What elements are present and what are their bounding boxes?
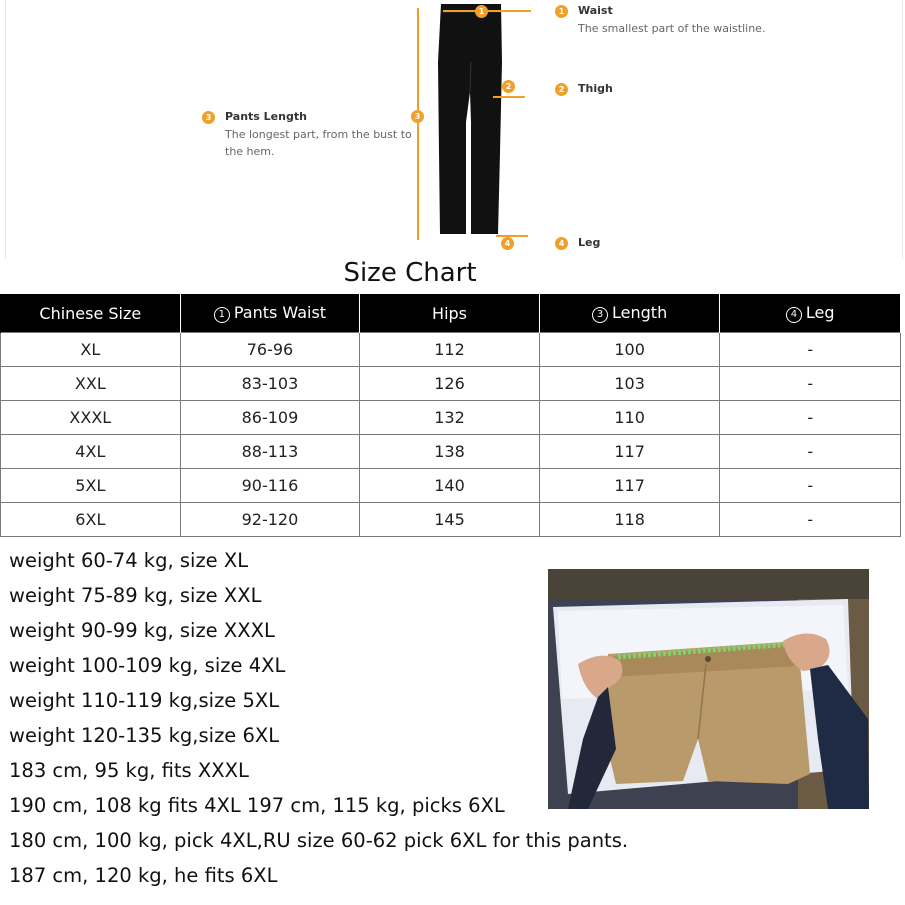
marker-4-badge: 4 — [501, 237, 514, 250]
cell-length: 118 — [539, 503, 720, 537]
cell-leg: - — [720, 503, 901, 537]
cell-size: XXXL — [1, 401, 181, 435]
thigh-measure-line — [493, 96, 525, 98]
cell-hips: 132 — [360, 401, 540, 435]
table-row — [1, 503, 901, 537]
cell-waist: 83-103 — [180, 367, 360, 401]
cell-length: 103 — [539, 367, 720, 401]
fit-note: weight 60-74 kg, size XL — [9, 549, 249, 572]
waist-title: Waist — [578, 4, 613, 17]
cell-size: XXL — [1, 367, 181, 401]
table-header-row — [1, 294, 901, 333]
leg-title: Leg — [578, 236, 601, 249]
cell-size: 6XL — [1, 503, 181, 537]
circled-number-4-icon: 4 — [786, 307, 802, 323]
header-length: 3 Length — [539, 294, 720, 333]
header-pants-waist: 1 Pants Waist — [180, 294, 360, 333]
waist-description: The smallest part of the waistline. — [578, 22, 766, 35]
cell-length: 110 — [539, 401, 720, 435]
cell-leg: - — [720, 333, 901, 367]
cell-leg: - — [720, 401, 901, 435]
pants-length-title: Pants Length — [225, 110, 307, 123]
cell-waist: 86-109 — [180, 401, 360, 435]
fit-note: 180 cm, 100 kg, pick 4XL,RU size 60-62 pick 6XL for this pants. — [9, 829, 629, 852]
marker-3-badge: 3 — [411, 110, 424, 123]
fit-note: weight 75-89 kg, size XXL — [9, 584, 262, 607]
circled-number-3-icon: 3 — [592, 307, 608, 323]
pants-length-desc-line2: the hem. — [225, 145, 275, 158]
cell-hips: 140 — [360, 469, 540, 503]
cell-hips: 138 — [360, 435, 540, 469]
header-hips: Hips — [360, 294, 540, 333]
table-row — [1, 435, 901, 469]
pants-silhouette-image — [436, 2, 506, 238]
table-row — [1, 469, 901, 503]
leg-measure-line — [496, 235, 528, 237]
cell-length: 117 — [539, 435, 720, 469]
table-row — [1, 333, 901, 367]
fit-note: weight 110-119 kg,size 5XL — [9, 689, 280, 712]
cell-hips: 126 — [360, 367, 540, 401]
table-row — [1, 401, 901, 435]
fit-note: 187 cm, 120 kg, he fits 6XL — [9, 864, 278, 887]
fit-note: weight 120-135 kg,size 6XL — [9, 724, 280, 747]
table-row — [1, 367, 901, 401]
fit-notes — [9, 545, 628, 895]
cell-leg: - — [720, 367, 901, 401]
length-measure-line — [417, 8, 419, 240]
cell-waist: 90-116 — [180, 469, 360, 503]
cell-hips: 112 — [360, 333, 540, 367]
thigh-number-badge: 2 — [555, 83, 568, 96]
pants-length-desc-line1: The longest part, from the bust to — [225, 128, 412, 141]
cell-length: 117 — [539, 469, 720, 503]
header-chinese-size: Chinese Size — [1, 294, 181, 333]
size-chart-title: Size Chart — [343, 258, 477, 288]
cell-waist: 76-96 — [180, 333, 360, 367]
cell-hips: 145 — [360, 503, 540, 537]
marker-1-badge: 1 — [475, 5, 488, 18]
cell-length: 100 — [539, 333, 720, 367]
size-table — [0, 294, 901, 537]
circled-number-1-icon: 1 — [214, 307, 230, 323]
fit-note: 190 cm, 108 kg fits 4XL 197 cm, 115 kg, picks 6XL — [9, 794, 505, 817]
fit-note: weight 90-99 kg, size XXXL — [9, 619, 275, 642]
pants-length-number-badge: 3 — [202, 111, 215, 124]
cell-waist: 88-113 — [180, 435, 360, 469]
fit-note: 183 cm, 95 kg, fits XXXL — [9, 759, 249, 782]
cell-size: 5XL — [1, 469, 181, 503]
cell-leg: - — [720, 469, 901, 503]
marker-2-badge: 2 — [502, 80, 515, 93]
cell-leg: - — [720, 435, 901, 469]
measurement-diagram — [5, 0, 903, 259]
measuring-photo — [548, 569, 869, 809]
fit-note: weight 100-109 kg, size 4XL — [9, 654, 286, 677]
leg-number-badge: 4 — [555, 237, 568, 250]
thigh-title: Thigh — [578, 82, 613, 95]
cell-size: 4XL — [1, 435, 181, 469]
measuring-photo-image — [548, 569, 869, 809]
header-leg: 4 Leg — [720, 294, 901, 333]
waist-number-badge: 1 — [555, 5, 568, 18]
cell-waist: 92-120 — [180, 503, 360, 537]
cell-size: XL — [1, 333, 181, 367]
